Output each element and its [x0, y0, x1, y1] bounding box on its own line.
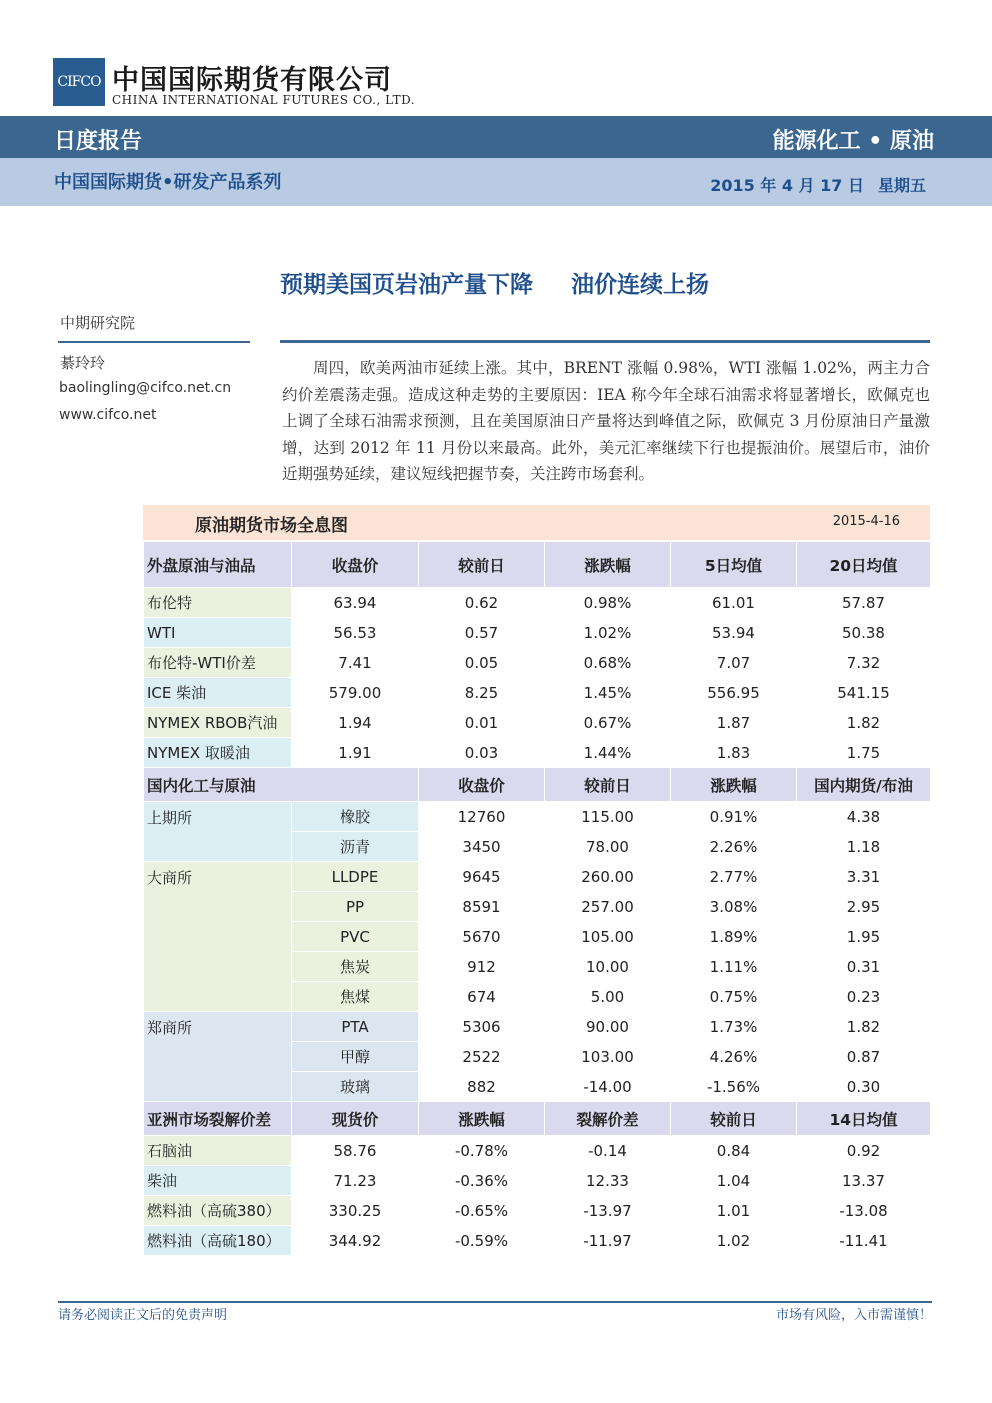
table-cell: 12760	[419, 802, 545, 832]
company-name-en: CHINA INTERNATIONAL FUTURES CO., LTD.	[112, 93, 416, 107]
column-header: 较前日	[545, 768, 671, 802]
table-row	[144, 1226, 931, 1256]
table-date: 2015-4-16	[832, 514, 900, 529]
table-row	[144, 648, 931, 678]
table-cell: 71.23	[292, 1166, 419, 1196]
table-cell: 257.00	[545, 892, 671, 922]
table-cell: 5306	[419, 1012, 545, 1042]
table-cell: 0.57	[419, 618, 545, 648]
row-label: 柴油	[144, 1166, 292, 1196]
table-cell: -0.65%	[419, 1196, 545, 1226]
table-cell: 0.01	[419, 708, 545, 738]
table-cell: 0.68%	[545, 648, 671, 678]
table-row	[144, 678, 931, 708]
title-part-2: 油价连续上扬	[571, 272, 709, 298]
table-cell: 0.98%	[545, 588, 671, 618]
table-cell: -13.97	[545, 1196, 671, 1226]
table-cell: 260.00	[545, 862, 671, 892]
table-cell: 1.01	[671, 1196, 797, 1226]
column-header: 收盘价	[292, 542, 419, 588]
column-header: 国内化工与原油	[144, 768, 419, 802]
row-label: 布伦特-WTI价差	[144, 648, 292, 678]
row-label: NYMEX RBOB汽油	[144, 708, 292, 738]
table-cell: -13.08	[797, 1196, 931, 1226]
author-divider	[58, 341, 250, 343]
table-row	[144, 1012, 931, 1042]
table-cell: 0.91%	[671, 802, 797, 832]
table-cell: 8591	[419, 892, 545, 922]
table-cell: 579.00	[292, 678, 419, 708]
title-divider	[280, 340, 930, 343]
column-header: 国内期货/布油	[797, 768, 931, 802]
table-cell: 5.00	[545, 982, 671, 1012]
table-cell: 1.75	[797, 738, 931, 768]
table-cell: -14.00	[545, 1072, 671, 1102]
row-label: 燃料油（高硫180）	[144, 1226, 292, 1256]
table-row	[144, 1136, 931, 1166]
table-cell: 882	[419, 1072, 545, 1102]
table-cell: 105.00	[545, 922, 671, 952]
table-cell: -0.59%	[419, 1226, 545, 1256]
table-cell: 0.84	[671, 1136, 797, 1166]
author-name: 綦玲玲	[60, 354, 106, 372]
row-label: 燃料油（高硫380）	[144, 1196, 292, 1226]
table-cell: 7.41	[292, 648, 419, 678]
table-row	[144, 738, 931, 768]
column-header: 裂解价差	[545, 1102, 671, 1136]
table-cell: 115.00	[545, 802, 671, 832]
product-label: 玻璃	[292, 1072, 419, 1102]
table-row	[144, 1196, 931, 1226]
product-label: 甲醇	[292, 1042, 419, 1072]
table-cell: 0.23	[797, 982, 931, 1012]
column-header: 20日均值	[797, 542, 931, 588]
table-cell: 56.53	[292, 618, 419, 648]
table-cell: -11.41	[797, 1226, 931, 1256]
company-name-cn: 中国国际期货有限公司	[112, 65, 392, 96]
report-date	[696, 173, 926, 196]
column-header: 现货价	[292, 1102, 419, 1136]
table-cell: 1.82	[797, 708, 931, 738]
table-cell: 1.04	[671, 1166, 797, 1196]
table-row	[144, 1166, 931, 1196]
table-cell: 1.02%	[545, 618, 671, 648]
column-header: 较前日	[671, 1102, 797, 1136]
summary-paragraph: 周四，欧美两油市延续上涨。其中，BRENT 涨幅 0.98%，WTI 涨幅 1.02%，两主力合约价差震荡走强。造成这种走势的主要原因：IEA 称今年全球石油需求将显著增长，欧佩克也上调了全球石油需求预测，且在美国原油日产量将达到峰值之际，欧佩克 3 月份原油日产量激增，达到 2012 年 11 月份以来最高。此外，美元汇率继续下行也提振油价。展望后市，油价近期强势延续，建议短线把握节奏，关注跨市场套利。	[282, 359, 930, 483]
table-cell: 1.44%	[545, 738, 671, 768]
table-cell: 0.03	[419, 738, 545, 768]
table-cell: 3.31	[797, 862, 931, 892]
table-cell: 912	[419, 952, 545, 982]
table-cell: 2.26%	[671, 832, 797, 862]
column-header: 涨跌幅	[545, 542, 671, 588]
table-cell: 1.95	[797, 922, 931, 952]
company-website[interactable]: www.cifco.net	[59, 407, 157, 423]
market-overview-table	[143, 541, 931, 1256]
product-label: PP	[292, 892, 419, 922]
table-cell: 63.94	[292, 588, 419, 618]
column-header: 外盘原油与油品	[144, 542, 292, 588]
report-category: 能源化工 • 原油	[772, 129, 934, 154]
table-cell: 674	[419, 982, 545, 1012]
table-cell: 53.94	[671, 618, 797, 648]
company-logo: CIFCO	[53, 58, 105, 106]
row-label: NYMEX 取暖油	[144, 738, 292, 768]
product-label: 橡胶	[292, 802, 419, 832]
product-label: PVC	[292, 922, 419, 952]
table-cell: 0.05	[419, 648, 545, 678]
table-row	[144, 802, 931, 832]
table-cell: 1.91	[292, 738, 419, 768]
product-label: 焦煤	[292, 982, 419, 1012]
report-weekday: 星期五	[877, 176, 926, 195]
table-cell: 344.92	[292, 1226, 419, 1256]
table-cell: 330.25	[292, 1196, 419, 1226]
disclaimer-note: 请务必阅读正文后的免责声明	[58, 1308, 228, 1323]
column-header: 亚洲市场裂解价差	[144, 1102, 292, 1136]
exchange-label: 大商所	[144, 862, 292, 1012]
table-cell: 5670	[419, 922, 545, 952]
column-header: 涨跌幅	[671, 768, 797, 802]
table-header-row	[144, 542, 931, 588]
table-cell: 103.00	[545, 1042, 671, 1072]
table-cell: 2.95	[797, 892, 931, 922]
table-cell: 0.30	[797, 1072, 931, 1102]
product-label: 沥青	[292, 832, 419, 862]
column-header: 14日均值	[797, 1102, 931, 1136]
product-label: 焦炭	[292, 952, 419, 982]
table-cell: 1.83	[671, 738, 797, 768]
table-cell: 3.08%	[671, 892, 797, 922]
product-label: PTA	[292, 1012, 419, 1042]
table-cell: -1.56%	[671, 1072, 797, 1102]
product-label: LLDPE	[292, 862, 419, 892]
table-cell: -0.78%	[419, 1136, 545, 1166]
table-cell: 57.87	[797, 588, 931, 618]
table-cell: 1.82	[797, 1012, 931, 1042]
table-row	[144, 588, 931, 618]
table-cell: 1.94	[292, 708, 419, 738]
table-cell: 1.11%	[671, 952, 797, 982]
table-cell: 1.02	[671, 1226, 797, 1256]
table-cell: 2522	[419, 1042, 545, 1072]
table-cell: 90.00	[545, 1012, 671, 1042]
table-cell: 556.95	[671, 678, 797, 708]
table-row	[144, 708, 931, 738]
table-cell: 8.25	[419, 678, 545, 708]
table-cell: 0.67%	[545, 708, 671, 738]
row-label: ICE 柴油	[144, 678, 292, 708]
row-label: 布伦特	[144, 588, 292, 618]
column-header: 5日均值	[671, 542, 797, 588]
table-cell: 10.00	[545, 952, 671, 982]
page-title	[280, 266, 930, 299]
report-date-value: 2015 年 4 月 17 日	[710, 176, 864, 195]
row-label: WTI	[144, 618, 292, 648]
table-cell: -11.97	[545, 1226, 671, 1256]
table-cell: 4.38	[797, 802, 931, 832]
table-cell: 3450	[419, 832, 545, 862]
table-cell: -0.36%	[419, 1166, 545, 1196]
table-cell: 7.07	[671, 648, 797, 678]
table-cell: 0.75%	[671, 982, 797, 1012]
product-series: 中国国际期货•研发产品系列	[54, 172, 282, 193]
footer-divider	[58, 1301, 932, 1303]
table-cell: 1.18	[797, 832, 931, 862]
table-cell: 0.62	[419, 588, 545, 618]
table-cell: 58.76	[292, 1136, 419, 1166]
table-cell: 1.89%	[671, 922, 797, 952]
table-title: 原油期货市场全息图	[195, 516, 348, 536]
table-cell: 13.37	[797, 1166, 931, 1196]
table-cell: 0.92	[797, 1136, 931, 1166]
table-cell: 4.26%	[671, 1042, 797, 1072]
risk-warning: 市场有风险，入市需谨慎！	[775, 1308, 932, 1323]
table-row	[144, 862, 931, 892]
table-header-row	[144, 768, 931, 802]
table-cell: 50.38	[797, 618, 931, 648]
research-institute: 中期研究院	[60, 314, 136, 332]
table-cell: 541.15	[797, 678, 931, 708]
exchange-label: 上期所	[144, 802, 292, 862]
row-label: 石脑油	[144, 1136, 292, 1166]
table-cell: 1.73%	[671, 1012, 797, 1042]
table-row	[144, 618, 931, 648]
column-header: 收盘价	[419, 768, 545, 802]
table-cell: 1.45%	[545, 678, 671, 708]
table-cell: -0.14	[545, 1136, 671, 1166]
table-cell: 7.32	[797, 648, 931, 678]
column-header: 涨跌幅	[419, 1102, 545, 1136]
table-header-row	[144, 1102, 931, 1136]
table-cell: 0.31	[797, 952, 931, 982]
table-cell: 1.87	[671, 708, 797, 738]
table-cell: 61.01	[671, 588, 797, 618]
column-header: 较前日	[419, 542, 545, 588]
table-cell: 0.87	[797, 1042, 931, 1072]
author-email[interactable]: baolingling@cifco.net.cn	[59, 380, 232, 396]
title-part-1: 预期美国页岩油产量下降	[280, 272, 533, 298]
exchange-label: 郑商所	[144, 1012, 292, 1102]
table-cell: 12.33	[545, 1166, 671, 1196]
table-cell: 2.77%	[671, 862, 797, 892]
table-cell: 9645	[419, 862, 545, 892]
table-cell: 78.00	[545, 832, 671, 862]
report-type: 日度报告	[54, 129, 143, 154]
